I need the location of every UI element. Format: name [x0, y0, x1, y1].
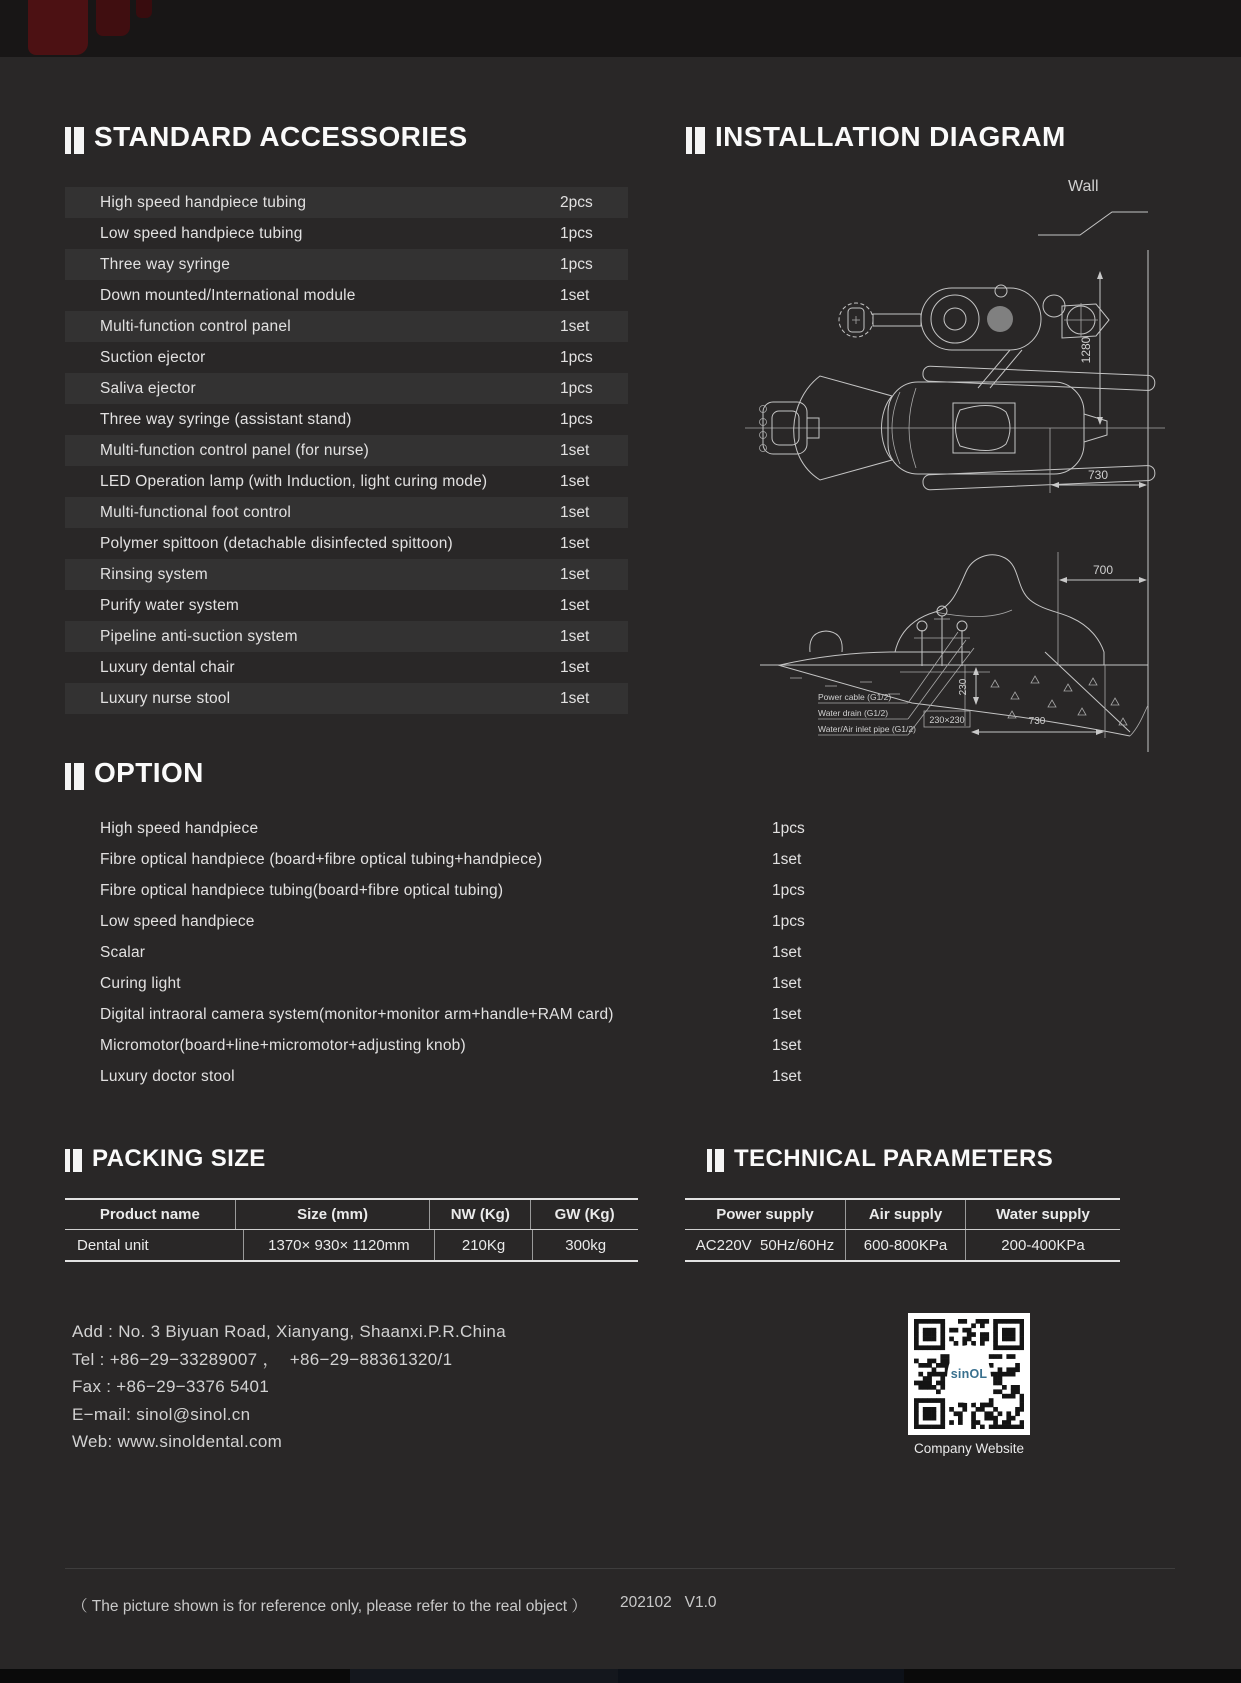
accessory-qty: 1set	[560, 596, 590, 614]
accessory-name: Three way syringe	[100, 255, 231, 273]
accessory-qty: 1set	[560, 565, 590, 583]
table-row	[65, 1230, 638, 1262]
section-marker-icon	[65, 763, 84, 790]
option-qty: 1set	[772, 974, 802, 992]
accessory-name: LED Operation lamp (with Induction, light curing mode)	[100, 472, 488, 490]
accessory-row	[65, 311, 628, 342]
accessory-qty: 1set	[560, 503, 590, 521]
accessory-name: Rinsing system	[100, 565, 208, 583]
option-row	[65, 875, 842, 906]
column-header: Power supply	[716, 1206, 814, 1223]
dim-730-bottom-label: 730	[1028, 716, 1046, 727]
section-title: OPTION	[94, 757, 204, 788]
footer-divider	[65, 1568, 1175, 1569]
photo-fragment	[28, 0, 88, 55]
section-installation-diagram-heading	[686, 122, 1066, 154]
accessory-qty: 1pcs	[560, 348, 593, 366]
accessory-name: High speed handpiece tubing	[100, 193, 307, 211]
option-qty: 1set	[772, 943, 802, 961]
option-name: Fibre optical handpiece (board+fibre optical tubing+handpiece)	[100, 850, 543, 868]
accessory-row	[65, 249, 628, 280]
footer-note: （ The picture shown is for reference only, please refer to the real object ）	[72, 1598, 587, 1615]
section-marker-icon	[686, 127, 705, 154]
section-marker-icon	[65, 1149, 82, 1172]
section-title: STANDARD ACCESSORIES	[94, 121, 468, 152]
accessory-name: Low speed handpiece tubing	[100, 224, 303, 242]
accessory-row	[65, 621, 628, 652]
option-list	[65, 813, 842, 1092]
accessory-name: Multi-function control panel (for nurse)	[100, 441, 370, 459]
accessory-row	[65, 652, 628, 683]
contact-fax: Fax : +86−29−3376 5401	[72, 1377, 270, 1396]
wall-leader-line	[1038, 212, 1148, 235]
accessory-qty: 1set	[560, 627, 590, 645]
dim-230-label: 230	[958, 678, 969, 696]
contact-tel: Tel : +86−29−33289007 ， +86−29−88361320/1	[72, 1349, 453, 1369]
contact-info	[72, 1318, 506, 1456]
accessory-qty: 1pcs	[560, 379, 593, 397]
dim-730-top-label: 730	[1087, 468, 1109, 482]
column-header: Water supply	[965, 1200, 1120, 1229]
option-name: Micromotor(board+line+micromotor+adjusting knob)	[100, 1036, 466, 1054]
option-row	[65, 968, 842, 999]
accessory-qty: 1set	[560, 317, 590, 335]
accessory-name: Multi-function control panel	[100, 317, 291, 335]
accessory-row	[65, 373, 628, 404]
photo-fragment	[618, 1669, 904, 1683]
packing-size-table	[65, 1198, 638, 1262]
dim-700-label: 700	[1092, 563, 1114, 577]
column-header: GW (Kg)	[530, 1200, 638, 1229]
accessory-qty: 1set	[560, 286, 590, 304]
accessory-qty: 1set	[560, 441, 590, 459]
option-qty: 1set	[772, 850, 802, 868]
accessory-qty: 1set	[560, 689, 590, 707]
table-row	[685, 1230, 1120, 1262]
accessory-row	[65, 187, 628, 218]
chair-top-view	[745, 285, 1165, 490]
accessory-name: Suction ejector	[100, 348, 206, 366]
option-row	[65, 1030, 842, 1061]
table-cell-product: Dental unit	[77, 1236, 149, 1254]
option-name: Fibre optical handpiece tubing(board+fibre optical tubing)	[100, 881, 504, 899]
callout-power-cable: Power cable (G1/2)	[818, 692, 892, 702]
option-qty: 1pcs	[772, 912, 805, 930]
column-header: Size (mm)	[235, 1200, 430, 1229]
top-photo-strip	[0, 0, 1241, 57]
contact-web: Web: www.sinoldental.com	[72, 1432, 283, 1451]
column-header: Product name	[99, 1206, 200, 1223]
table-cell-water: 200-400KPa	[965, 1230, 1120, 1260]
photo-fragment	[96, 0, 130, 36]
accessory-row	[65, 528, 628, 559]
table-cell-air: 600-800KPa	[845, 1230, 965, 1260]
section-title: TECHNICAL PARAMETERS	[734, 1145, 1054, 1172]
accessory-qty: 1pcs	[560, 410, 593, 428]
accessory-row	[65, 280, 628, 311]
accessory-row	[65, 342, 628, 373]
accessory-name: Polymer spittoon (detachable disinfected spittoon)	[100, 534, 453, 552]
technical-parameters-table	[685, 1198, 1120, 1262]
option-row	[65, 844, 842, 875]
dim-1280-label: 1280	[1079, 336, 1093, 364]
column-header: NW (Kg)	[429, 1200, 530, 1229]
accessory-row	[65, 466, 628, 497]
table-cell-gw: 300kg	[532, 1230, 638, 1260]
hatch-marks	[991, 676, 1127, 725]
table-header-row	[685, 1198, 1120, 1230]
table-header-row	[65, 1198, 638, 1230]
callout-water-air-inlet: Water/Air inlet pipe (G1/2)	[818, 724, 916, 734]
option-row	[65, 813, 842, 844]
accessory-name: Down mounted/International module	[100, 286, 356, 304]
callout-water-drain: Water drain (G1/2)	[818, 708, 889, 718]
option-name: Luxury doctor stool	[100, 1067, 235, 1085]
photo-fragment	[350, 1669, 618, 1683]
accessory-row	[65, 404, 628, 435]
accessory-name: Luxury nurse stool	[100, 689, 231, 707]
table-cell-nw: 210Kg	[434, 1230, 533, 1260]
accessory-name: Purify water system	[100, 596, 240, 614]
accessory-name: Luxury dental chair	[100, 658, 235, 676]
accessory-row	[65, 590, 628, 621]
accessory-qty: 1set	[560, 472, 590, 490]
accessory-qty: 1set	[560, 534, 590, 552]
section-marker-icon	[65, 127, 84, 154]
option-qty: 1pcs	[772, 881, 805, 899]
table-cell-size: 1370× 930× 1120mm	[243, 1230, 434, 1260]
wall-label: Wall	[1068, 178, 1099, 195]
column-header: Air supply	[845, 1200, 965, 1229]
accessory-qty: 1set	[560, 658, 590, 676]
installation-diagram-drawing	[660, 160, 1220, 790]
qr-center-logo	[947, 1345, 991, 1403]
footer-version: 202102 V1.0	[620, 1594, 717, 1611]
section-technical-parameters-heading	[707, 1146, 1053, 1172]
accessory-qty: 2pcs	[560, 193, 593, 211]
accessory-name: Three way syringe (assistant stand)	[100, 410, 352, 428]
photo-fragment	[136, 0, 152, 18]
accessory-row	[65, 497, 628, 528]
accessory-name: Multi-functional foot control	[100, 503, 292, 521]
option-qty: 1set	[772, 1005, 802, 1023]
option-name: Digital intraoral camera system(monitor+monitor arm+handle+RAM card)	[100, 1005, 614, 1023]
qr-caption: Company Website	[913, 1441, 1025, 1456]
accessory-row	[65, 218, 628, 249]
option-qty: 1set	[772, 1036, 802, 1054]
option-name: Scalar	[100, 943, 146, 961]
accessory-qty: 1pcs	[560, 224, 593, 242]
option-qty: 1pcs	[772, 819, 805, 837]
section-title: PACKING SIZE	[92, 1145, 266, 1172]
table-cell-power: AC220V 50Hz/60Hz	[695, 1236, 835, 1254]
section-packing-size-heading	[65, 1146, 266, 1172]
contact-address: Add : No. 3 Biyuan Road, Xianyang, Shaanxi.P.R.China	[72, 1322, 506, 1341]
option-row	[65, 1061, 842, 1092]
option-qty: 1set	[772, 1067, 802, 1085]
accessory-name: Pipeline anti-suction system	[100, 627, 298, 645]
section-standard-accessories-heading	[65, 122, 468, 154]
option-row	[65, 999, 842, 1030]
option-name: High speed handpiece	[100, 819, 259, 837]
section-option-heading	[65, 758, 204, 790]
accessory-row	[65, 435, 628, 466]
section-marker-icon	[707, 1149, 724, 1172]
option-name: Curing light	[100, 974, 181, 992]
installation-diagram	[660, 160, 1220, 790]
accessory-name: Saliva ejector	[100, 379, 196, 397]
standard-accessories-list	[65, 187, 628, 714]
accessory-row	[65, 559, 628, 590]
brand-logo: sinOL	[950, 1367, 988, 1381]
accessory-row	[65, 683, 628, 714]
accessory-qty: 1pcs	[560, 255, 593, 273]
option-row	[65, 937, 842, 968]
section-title: INSTALLATION DIAGRAM	[715, 121, 1066, 152]
contact-email: E−mail: sinol@sinol.cn	[72, 1404, 251, 1424]
option-name: Low speed handpiece	[100, 912, 255, 930]
qr-code	[908, 1313, 1030, 1435]
option-row	[65, 906, 842, 937]
dim-box-label: 230×230	[929, 715, 965, 725]
